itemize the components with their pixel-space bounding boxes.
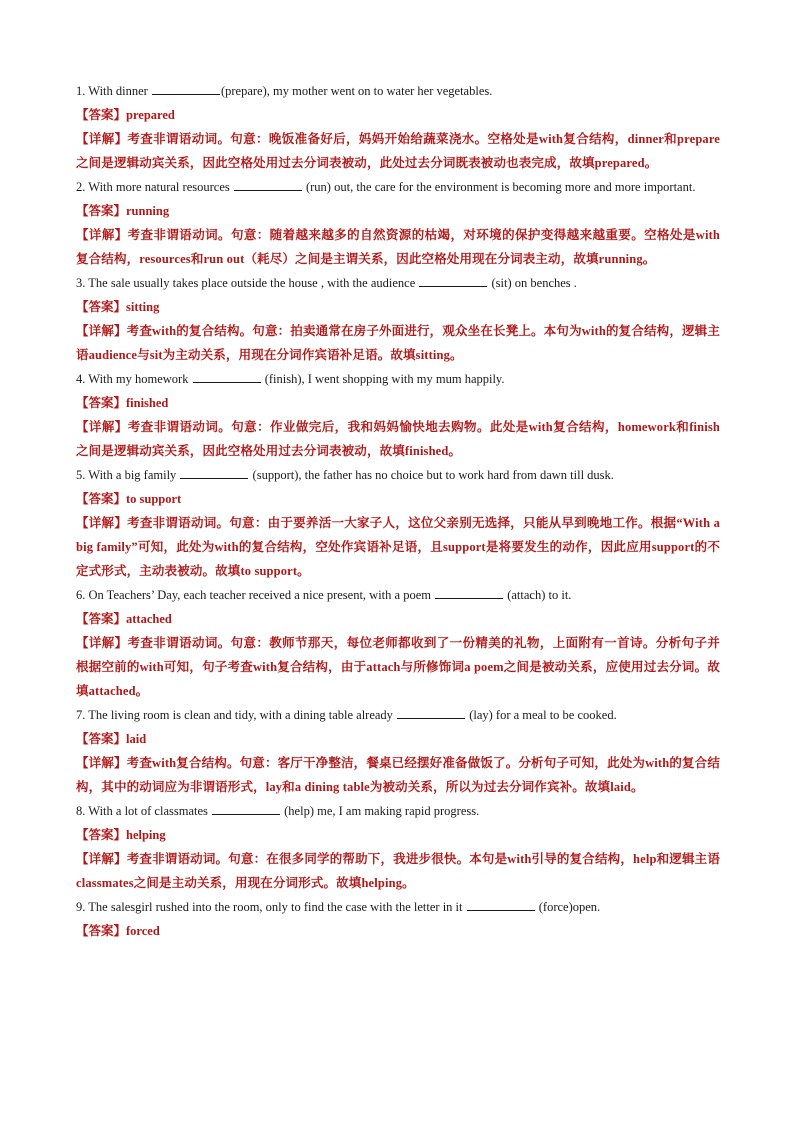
answer-blank [234,178,302,191]
answer-line: 【答案】forced [76,924,160,938]
question-text: 3. The sale usually takes place outside the house , with the audience (sit) on benches . [76,276,577,290]
exercise-list [76,79,720,943]
exercise-item [76,799,720,895]
exercise-item [76,703,720,799]
answer-blank [152,82,220,95]
exercise-item [76,271,720,367]
answer-line: 【答案】laid [76,732,147,746]
explanation-text: 【详解】考查非谓语动词。句意：作业做完后，我和妈妈愉快地去购物。此处是with复合结构，homework和finish之间是逻辑动宾关系，因此空格处用过去分词表被动，故填finished。 [76,420,720,458]
answer-blank [467,898,535,911]
question-text: 6. On Teachers’ Day, each teacher received a nice present, with a poem (attach) to it. [76,588,572,602]
explanation-text: 【详解】考查with复合结构。句意：客厅干净整洁，餐桌已经摆好准备做饭了。分析句子可知，此处为with的复合结构，其中的动词应为非谓语形式，lay和a dining table为被动关系，所以为过去分词作宾补。故填laid。 [76,756,720,794]
answer-line: 【答案】helping [76,828,166,842]
question-text: 1. With dinner (prepare), my mother went on to water her vegetables. [76,84,493,98]
question-text: 5. With a big family (support), the father has no choice but to work hard from dawn till dusk. [76,468,614,482]
answer-blank [212,802,280,815]
answer-line: 【答案】finished [76,396,169,410]
exercise-item [76,463,720,583]
explanation-text: 【详解】考查非谓语动词。句意：随着越来越多的自然资源的枯竭，对环境的保护变得越来越重要。空格处是with复合结构，resources和run out（耗尽）之间是主谓关系，因此空格处用现在分词表主动，故填running。 [76,228,720,266]
answer-blank [419,274,487,287]
exercise-item [76,79,720,175]
answer-blank [180,466,248,479]
question-text: 7. The living room is clean and tidy, with a dining table already (lay) for a meal to be cooked. [76,708,617,722]
answer-line: 【答案】sitting [76,300,160,314]
exercise-item [76,175,720,271]
explanation-text: 【详解】考查非谓语动词。句意：教师节那天，每位老师都收到了一份精美的礼物，上面附有一首诗。分析句子并根据空前的with可知，句子考查with复合结构，由于attach与所修饰词a poem之间是被动关系，应使用过去分词。故填attached。 [76,636,720,698]
answer-line: 【答案】attached [76,612,172,626]
answer-line: 【答案】running [76,204,170,218]
answer-blank [397,706,465,719]
explanation-text: 【详解】考查非谓语动词。句意：晚饭准备好后，妈妈开始给蔬菜浇水。空格处是with复合结构，dinner和prepare之间是逻辑动宾关系，因此空格处用过去分词表被动，此处过去分词既表被动也表完成，故填prepared。 [76,132,720,170]
question-text: 4. With my homework (finish), I went shopping with my mum happily. [76,372,505,386]
answer-line: 【答案】to support [76,492,182,506]
exercise-item [76,895,720,943]
answer-blank [435,586,503,599]
exercise-item [76,367,720,463]
exercise-item [76,583,720,703]
question-text: 9. The salesgirl rushed into the room, only to find the case with the letter in it (force)open. [76,900,601,914]
explanation-text: 【详解】考查非谓语动词。句意：在很多同学的帮助下，我进步很快。本句是with引导的复合结构，help和逻辑主语classmates之间是主动关系，用现在分词形式。故填helping。 [76,852,720,890]
explanation-text: 【详解】考查with的复合结构。句意：拍卖通常在房子外面进行，观众坐在长凳上。本句为with的复合结构，逻辑主语audience与sit为主动关系，用现在分词作宾语补足语。故填sitting。 [76,324,720,362]
answer-line: 【答案】prepared [76,108,175,122]
explanation-text: 【详解】考查非谓语动词。句意：由于要养活一大家子人，这位父亲别无选择，只能从早到晚地工作。根据“With a big family”可知，此处为with的复合结构，空处作宾语补足语，且support是将要发生的动作，因此应用support的不定式形式，主动表被动。故填to support。 [76,516,720,578]
question-text: 8. With a lot of classmates (help) me, I am making rapid progress. [76,804,480,818]
answer-blank [193,370,261,383]
question-text: 2. With more natural resources (run) out, the care for the environment is becoming more and more important. [76,180,696,194]
